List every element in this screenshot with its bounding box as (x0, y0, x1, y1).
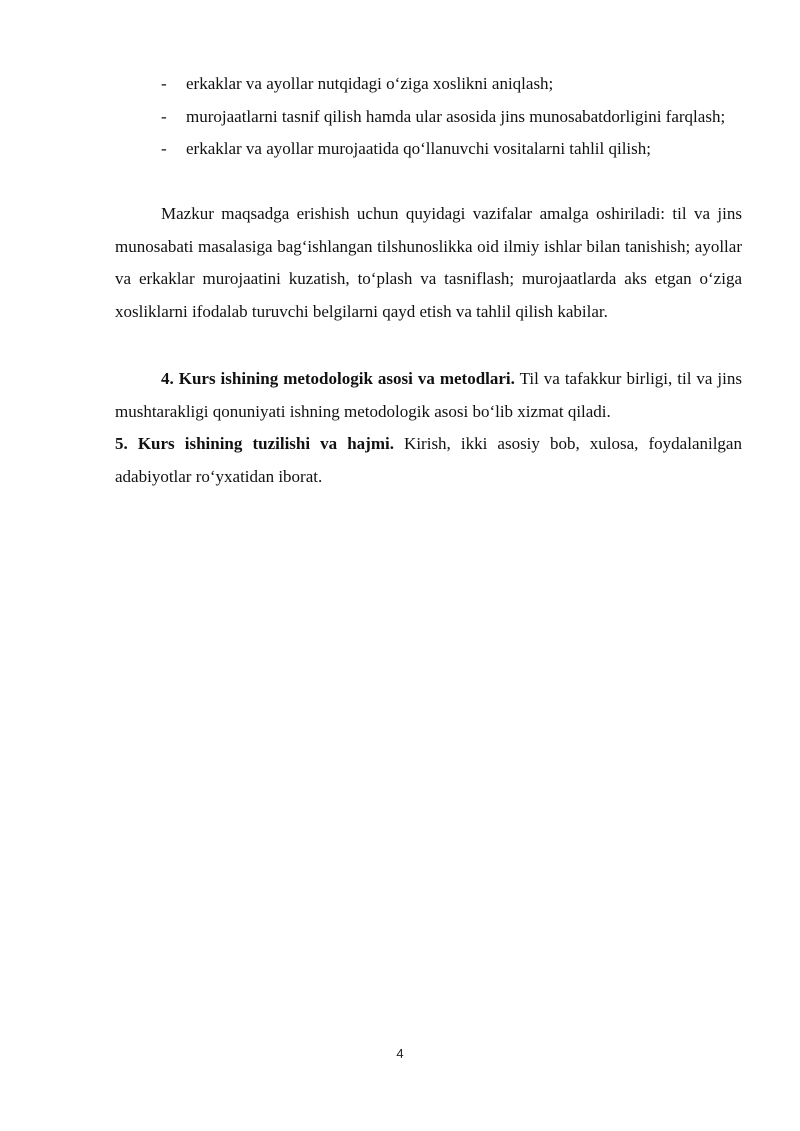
methodology-text: Til va tafakkur birligi, til va jins mushtarakligi qonuniyati ishning metodologik asosi bo‘lib xizmat qiladi. (115, 369, 742, 421)
list-item-text: murojaatlarni tasnif qilish hamda ular asosida jins munosabatdorligini farqlash; (186, 106, 726, 126)
methodology-paragraph (115, 363, 742, 428)
objectives-list (115, 68, 742, 166)
methodology-heading: 4. Kurs ishining metodologik asosi va metodlari. (161, 369, 515, 388)
list-item (115, 133, 742, 166)
tasks-paragraph: Mazkur maqsadga erishish uchun quyidagi vazifalar amalga oshiriladi: til va jins munosabati masalasiga bag‘ishlangan tilshunoslikka oid ilmiy ishlar bilan tanishish; ayollar va erkaklar murojaatini kuzatish, to‘plash va tasniflash; murojaatlarda aks etgan o‘ziga xosliklarni ifodalab turuvchi belgilarni qayd etish va tahlil qilish kabilar. (115, 204, 742, 321)
bullet-dash: - (161, 139, 167, 158)
list-item (115, 101, 742, 134)
structure-heading: 5. Kurs ishining tuzilishi va hajmi. (115, 434, 394, 453)
list-item-text: erkaklar va ayollar murojaatida qo‘llanuvchi vositalarni tahlil qilish; (186, 139, 651, 158)
list-item (115, 68, 742, 101)
list-item-text: erkaklar va ayollar nutqidagi o‘ziga xoslikni aniqlash; (186, 74, 554, 93)
structure-paragraph (115, 428, 742, 493)
bullet-dash: - (161, 106, 167, 126)
structure-text: Kirish, ikki asosiy bob, xulosa, foydalanilgan adabiyotlar ro‘yxatidan iborat. (115, 434, 742, 486)
page-number: 4 (396, 1046, 404, 1061)
bullet-dash: - (161, 74, 167, 93)
